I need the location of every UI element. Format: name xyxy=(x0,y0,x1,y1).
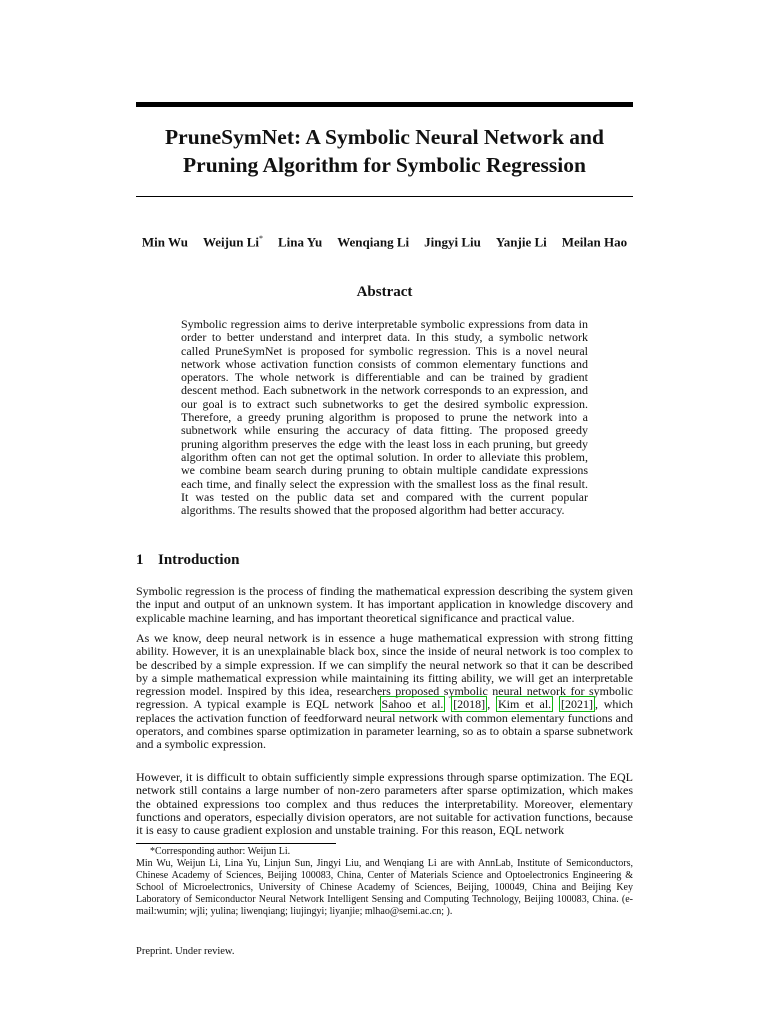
intro-paragraph-3: However, it is difficult to obtain sufficiently simple expressions through sparse optimization. The EQL network still contains a large number of non-zero parameters after sparse optimization, which makes the obtained expressions too complex and thus reduces the interpretability. Moreover, elementary functions and operators, especially division operators, are not suitable for activation functions, because it is easy to cause gradient explosion and unstable training. For this reason, EQL network xyxy=(136,770,633,838)
citation-link[interactable]: Kim et al. xyxy=(497,697,552,712)
author: Weijun Li* xyxy=(203,234,263,250)
author: Yanjie Li xyxy=(495,234,547,250)
author: Min Wu xyxy=(141,234,188,250)
footnote-corresponding: *Corresponding author: Weijun Li. xyxy=(150,846,291,857)
author: Wenqiang Li xyxy=(337,234,410,250)
paper-title: PruneSymNet: A Symbolic Neural Network and Pruning Algorithm for Symbolic Regression xyxy=(165,125,604,177)
author-list xyxy=(136,230,633,251)
section-title: Introduction xyxy=(158,552,240,568)
preprint-note: Preprint. Under review. xyxy=(136,946,235,957)
footnote-affiliations: Min Wu, Weijun Li, Lina Yu, Linjun Sun, Jingyi Liu, and Wenqiang Li are with AnnLab, Institute of Semiconductors, Chinese Academy of Sciences, Beijing 100083, China, Center of Materials Science and Optoelectronics Engineering & School of Microelectronics, University of Chinese Academy of Sciences, Beijing, 100049, China and Beijing Key Laboratory of Semiconductor Neural Network Intelligent Sensing and Computing Technology, Beijing 100083, China. (e-mail:wumin; wjli; yulina; liwenqiang; liujingyi; liyanjie; mlhao@semi.ac.cn; ). xyxy=(136,858,633,917)
author: Jingyi Liu xyxy=(424,234,481,250)
section-number: 1 xyxy=(136,552,144,568)
author: Meilan Hao xyxy=(561,234,628,250)
title-rule xyxy=(136,196,633,197)
footnote xyxy=(136,846,633,918)
abstract-text: Symbolic regression aims to derive interpretable symbolic expressions from data in order to better understand and interpret data. In this study, a symbolic network called PruneSymNet is proposed for symbolic regression. This is a novel neural network whose activation function consists of common elementary functions and operators. The whole network is differentiable and can be trained by gradient descent method. Each subnetwork in the network corresponds to an expression, and our goal is to extract such subnetworks to get the desired symbolic expression. Therefore, a greedy pruning algorithm is proposed to prune the network into a subnetwork while ensuring the accuracy of data fitting. The proposed greedy pruning algorithm preserves the edge with the least loss in each pruning, but greedy algorithm often can not get the optimal solution. In order to alleviate this problem, we combine beam search during pruning to obtain multiple candidate expressions each time, and finally select the expression with the smallest loss as the final result. It was tested on the public data set and compared with the current popular algorithms. The results showed that the proposed algorithm had better accuracy. xyxy=(181,317,588,518)
intro-paragraph-1: Symbolic regression is the process of finding the mathematical expression describing the system given the input and output of an unknown system. It has important application in knowledge discovery and explicable machine learning, and has important theoretical significance and practical value. xyxy=(136,584,633,625)
citation-link[interactable]: [2021] xyxy=(560,697,593,712)
section-heading xyxy=(136,551,239,569)
abstract-heading: Abstract xyxy=(356,284,413,300)
citation-link[interactable]: Sahoo et al. xyxy=(381,697,444,712)
citation-link[interactable]: [2018] xyxy=(453,697,486,712)
intro-paragraph-2: As we know, deep neural network is in essence a huge mathematical expression with strong fitting ability. However, it is an unexplainable black box, since the inside of neural network is too complex to be described by a simple expression. If we can simplify the neural network so that it can be described by a simple mathematical expression while maintaining its fitting ability, we will get an interpretable regression model. Inspired by this idea, researchers proposed symbolic neural network for symbolic regression. A typical example is EQL network Sahoo et al. [2018] , Kim et al. [2021] , which replaces the activation function of feedforward neural network with common elementary functions and operators, and combines sparse optimization in parameter learning, so as to obtain a sparse subnetwork and a symbolic expression. xyxy=(136,631,634,752)
footnote-rule xyxy=(136,843,336,844)
top-rule xyxy=(136,102,633,107)
author: Lina Yu xyxy=(278,234,323,250)
